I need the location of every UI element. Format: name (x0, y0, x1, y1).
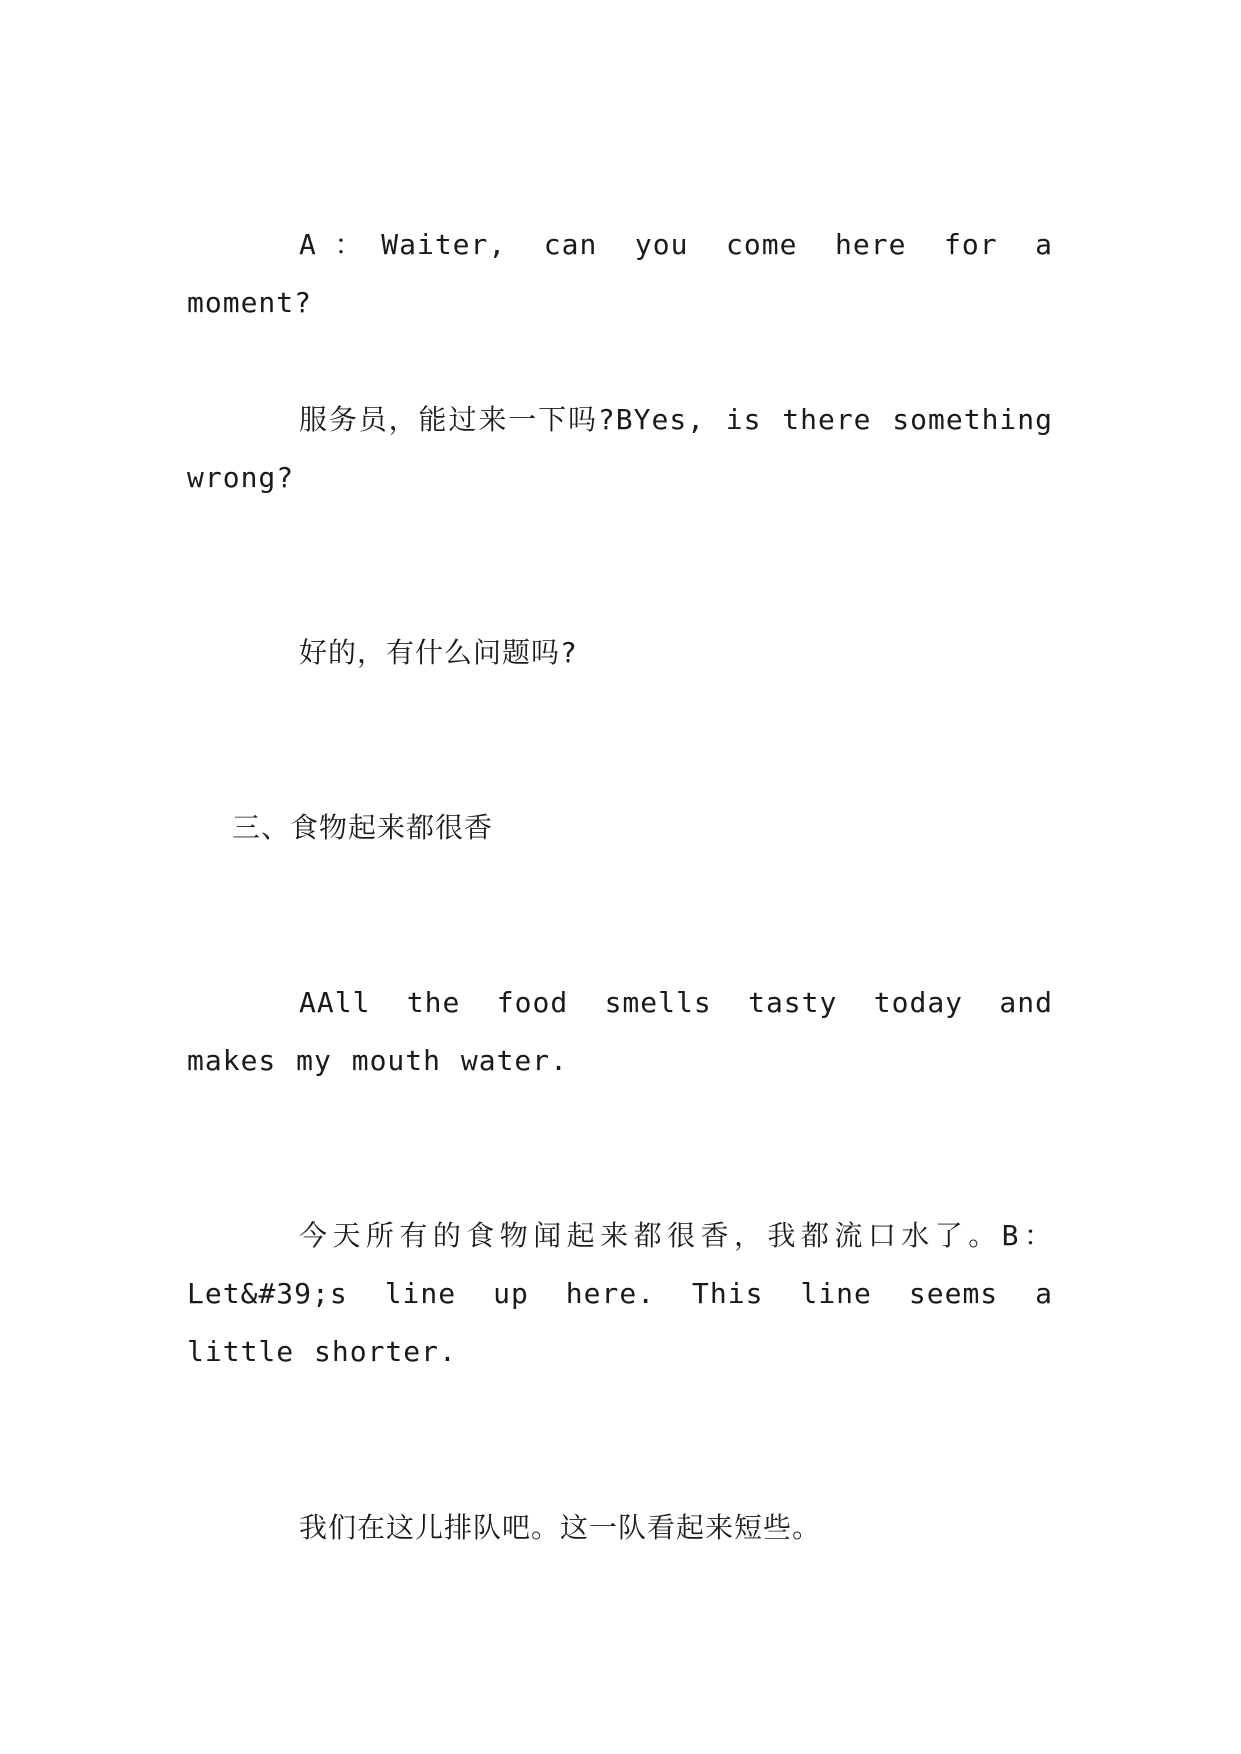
dialogue-line-food-smells: AAll the food smells tasty today and makes my mouth water. (187, 986, 1053, 1077)
dialogue-line-reply-translation: 好的，有什么问题吗? (299, 636, 578, 669)
dialogue-line-line-up: 今天所有的食物闻起来都很香，我都流口水了。B：Let&#39;s line up here. This line seems a little shorter. (187, 1219, 1053, 1368)
section-heading: 三、食物起来都很香 (232, 811, 494, 844)
dialogue-line-waiter-translation: 服务员，能过来一下吗?BYes, is there something wrong? (187, 403, 1053, 494)
dialogue-line-waiter-question: A：Waiter, can you come here for a moment? (187, 228, 1053, 319)
dialogue-line-line-up-translation: 我们在这儿排队吧。这一队看起来短些。 (299, 1511, 822, 1544)
